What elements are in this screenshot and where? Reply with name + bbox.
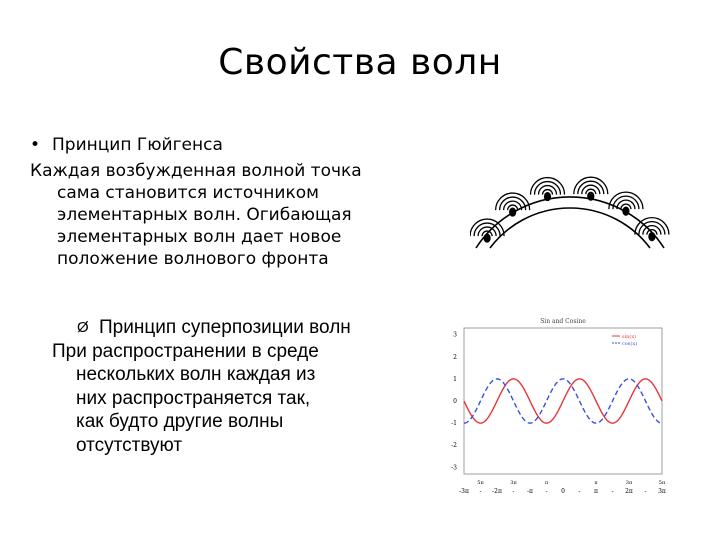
superposition-paragraph [52,340,422,458]
huygens-wavefront-illustration [470,168,670,252]
wavelets-group [470,177,669,242]
x-tick-label: -3π [459,488,469,495]
source-point [544,192,551,201]
y-tick-label: -3 [451,464,457,472]
source-point [622,206,629,215]
outer-wavefront-arc [476,197,664,248]
huygens-paragraph [30,160,410,270]
source-point [483,233,490,242]
x-tick-numerator: 3π [510,480,517,486]
slide-title: Свойства волн [218,42,502,83]
huygens-block [30,134,410,270]
x-tick-label: π [594,488,598,495]
x-tick-label: - [578,488,581,495]
sin-series-line [464,379,662,423]
huygens-line-0: Каждая возбужденная волной точка [30,161,362,181]
wavelet-1 [496,193,530,217]
x-tick-label: - [545,488,548,495]
superposition-heading: Принцип суперпозиции волн [99,317,351,338]
x-tick-label: 0 [561,488,565,495]
superposition-line-4: отсутствуют [76,434,183,456]
arrow-bullet-icon: Ø [77,319,89,336]
x-tick-numerator: π [544,480,549,486]
huygens-line-1: сама становится источником [57,183,319,203]
huygens-line-4: положение волнового фронта [57,249,329,269]
x-tick-label: - [644,488,647,495]
y-tick-label: 0 [453,398,457,405]
y-tick-labels [451,332,457,472]
x-tick-label: - [512,488,515,495]
x-tick-numerator: 3π [625,480,633,486]
sin-cos-plot [446,310,668,500]
x-tick-numerator: π [594,480,598,486]
source-point [648,232,655,241]
y-tick-label: 3 [453,331,457,339]
plot-title: Sin and Cosine [540,318,586,325]
x-tick-numerator: 5π [658,480,666,486]
x-tick-numerator: 5π [477,480,484,486]
x-tick-label: - [611,488,614,495]
y-tick-label: -1 [451,420,457,428]
x-tick-label: - [479,488,482,495]
superposition-line-1: нескольких волн каждая из [76,364,316,385]
huygens-heading: Принцип Гюйгенса [52,135,223,155]
superposition-line-3: как будто другие волны [76,411,284,432]
legend [612,333,637,347]
huygens-line-2: элементарных волн. Огибающая [57,205,352,225]
wavelet-4 [609,192,643,216]
huygens-heading-row [30,134,410,156]
source-point [509,207,516,216]
y-tick-label: 2 [453,353,457,361]
x-tick-label: 3π [658,488,666,495]
superposition-heading-row [52,316,422,340]
x-tick-label: 2π [625,488,633,495]
y-tick-label: -2 [451,442,457,450]
superposition-line-0: При распространении в среде [52,340,319,362]
superposition-block [52,316,422,457]
legend-sin-label: sin(x) [622,334,637,340]
x-tick-label: -π [527,488,533,495]
superposition-line-2: них распространяется так, [76,387,311,409]
huygens-line-3: элементарных волн дает новое [57,227,342,247]
legend-cos-label: cos(x) [622,341,638,347]
x-tick-label: -2π [492,488,502,495]
bullet-icon: • [30,135,41,155]
x-tick-labels [459,480,666,495]
y-tick-label: 1 [453,375,457,383]
source-point [587,192,594,201]
